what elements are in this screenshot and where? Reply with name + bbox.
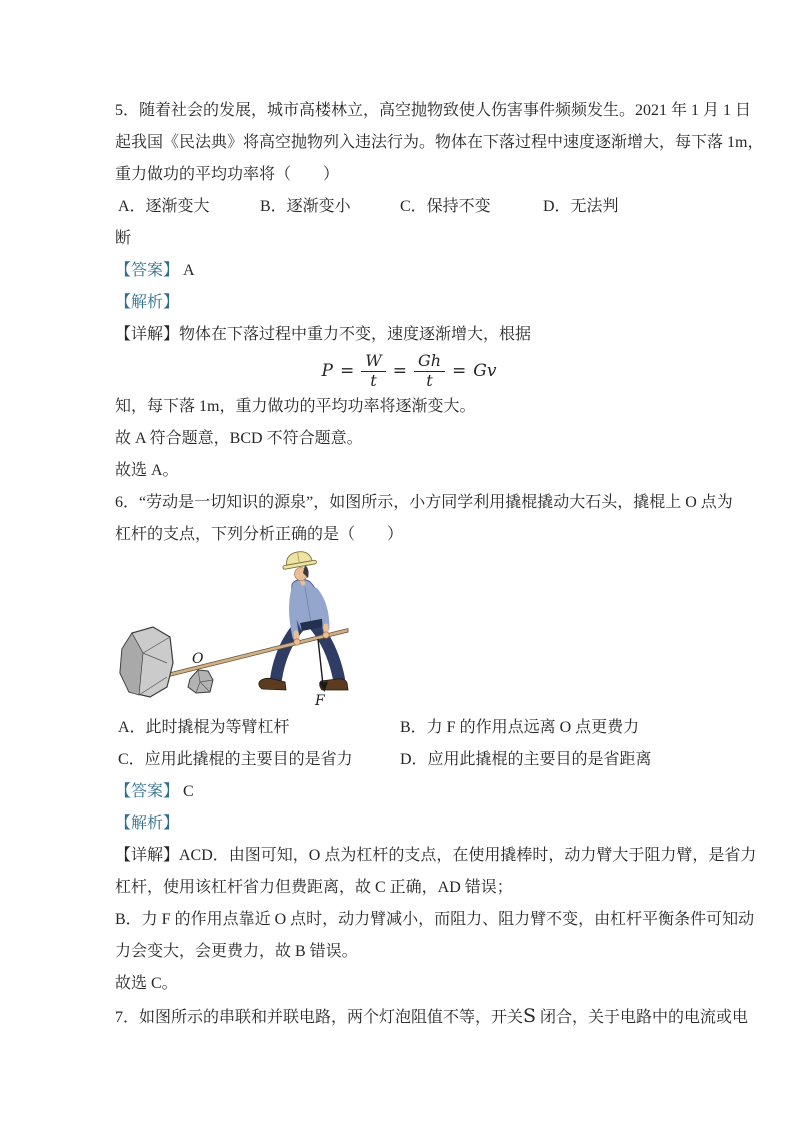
fulcrum-rock: [188, 670, 213, 693]
q5-conclusion-1: 知，每下落 1m，重力做功的平均功率将逐渐变大。: [115, 398, 476, 415]
large-rock: [120, 627, 173, 697]
q6-answer-value: C: [183, 783, 194, 800]
formula-equals: =: [452, 361, 467, 381]
formula-rhs: Gv: [473, 361, 497, 381]
q7-stem-post: 闭合，关于电路中的电流或电: [536, 1009, 749, 1026]
formula-lhs: P: [321, 361, 333, 381]
worker-figure: [259, 551, 348, 690]
lever-figure-svg: [115, 551, 415, 712]
q6-stem-line-2: 杠杆的支点，下列分析正确的是（ ）: [115, 526, 404, 543]
q5-option-d-wrap: 断: [115, 230, 132, 247]
formula-fraction-ght: [414, 352, 445, 390]
formula-denominator-t1: t: [370, 370, 377, 390]
worker-left-shoe: [259, 678, 286, 690]
q6-answer-label: 【答案】: [115, 783, 180, 800]
formula-equals: =: [392, 361, 407, 381]
q5-answer-label: 【答案】: [115, 262, 180, 279]
q6-analysis-line: [115, 808, 703, 840]
q7-stem-pre: 7．如图所示的串联和并联电路，两个灯泡阻值不等，开关: [115, 1009, 524, 1026]
formula-numerator-w: W: [361, 352, 385, 371]
formula-denominator-t2: t: [426, 370, 433, 390]
q5-analysis-label: 【解析】: [115, 294, 180, 311]
formula-numerator-gh: Gh: [414, 352, 445, 371]
q5-option-a: A．逐渐变大: [118, 198, 210, 215]
worker-right-hand: [323, 632, 329, 638]
q6-detail-2: 杠杆，使用该杠杆省力但费距离，故 C 正确，AD 错误；: [115, 879, 513, 896]
worker-left-arm: [292, 589, 296, 637]
worker-hard-hat: [281, 551, 317, 569]
q6-detail-1: 【详解】ACD．由图可知，O 点为杠杆的支点，在使用撬棒时，动力臂大于阻力臂，是省力: [115, 847, 757, 864]
q6-options-row-1: [115, 712, 703, 744]
q6-option-b: B．力 F 的作用点远离 O 点更费力: [400, 719, 640, 736]
q6-detail-3: B．力 F 的作用点靠近 O 点时，动力臂减小，而阻力、阻力臂不变，由杠杆平衡条件可知动: [115, 911, 755, 928]
q6-detail-4: 力会变大，会更费力，故 B 错误。: [115, 943, 358, 960]
q6-option-a: A．此时撬棍为等臂杠杆: [118, 719, 290, 736]
q6-detail-5: 故选 C。: [115, 975, 178, 992]
q5-analysis-line: [115, 287, 703, 319]
q5-option-c: C．保持不变: [400, 198, 491, 215]
q5-options-row: [115, 191, 703, 223]
q5-conclusion-2: 故 A 符合题意，BCD 不符合题意。: [115, 430, 363, 447]
worker-left-hand: [294, 639, 300, 645]
q5-option-b: B．逐渐变小: [260, 198, 351, 215]
q6-option-c: C．应用此撬棍的主要目的是省力: [118, 751, 353, 768]
q6-analysis-label: 【解析】: [115, 815, 180, 832]
force-label: F: [315, 693, 325, 709]
q5-stem-line-2: 起我国《民法典》将高空抛物列入违法行为。物体在下落过程中速度逐渐增大，每下落 1m，: [115, 134, 764, 151]
fulcrum-label: O: [192, 651, 204, 667]
q5-detail-line: 【详解】物体在下落过程中重力不变，速度逐渐增大，根据: [115, 326, 532, 343]
q6-answer-line: [115, 776, 703, 808]
q6-stem-line-1: 6．“劳动是一切知识的源泉”，如图所示，小方同学利用撬棍撬动大石头，撬棍上 O 点为: [115, 494, 733, 511]
q6-options-row-2: [115, 744, 703, 776]
q5-stem-line-1: 5．随着社会的发展，城市高楼林立，高空抛物致使人伤害事件频频发生。2021 年 1 月 1 日: [115, 102, 752, 119]
q6-option-d: D．应用此撬棍的主要目的是省距离: [400, 751, 652, 768]
q7-stem-line-1: [115, 1000, 749, 1034]
lever-figure: [115, 551, 703, 712]
power-formula: [115, 351, 703, 391]
formula-equals: =: [339, 361, 355, 381]
q5-option-d: D．无法判: [543, 198, 619, 215]
q5-answer-line: [115, 255, 703, 287]
formula-fraction-wt: [361, 352, 385, 390]
q5-stem-line-3: 重力做功的平均功率将（ ）: [115, 166, 340, 183]
q5-conclusion-3: 故选 A。: [115, 462, 179, 479]
q5-answer-value: A: [183, 262, 195, 279]
q7-switch-symbol: S: [523, 1005, 537, 1027]
